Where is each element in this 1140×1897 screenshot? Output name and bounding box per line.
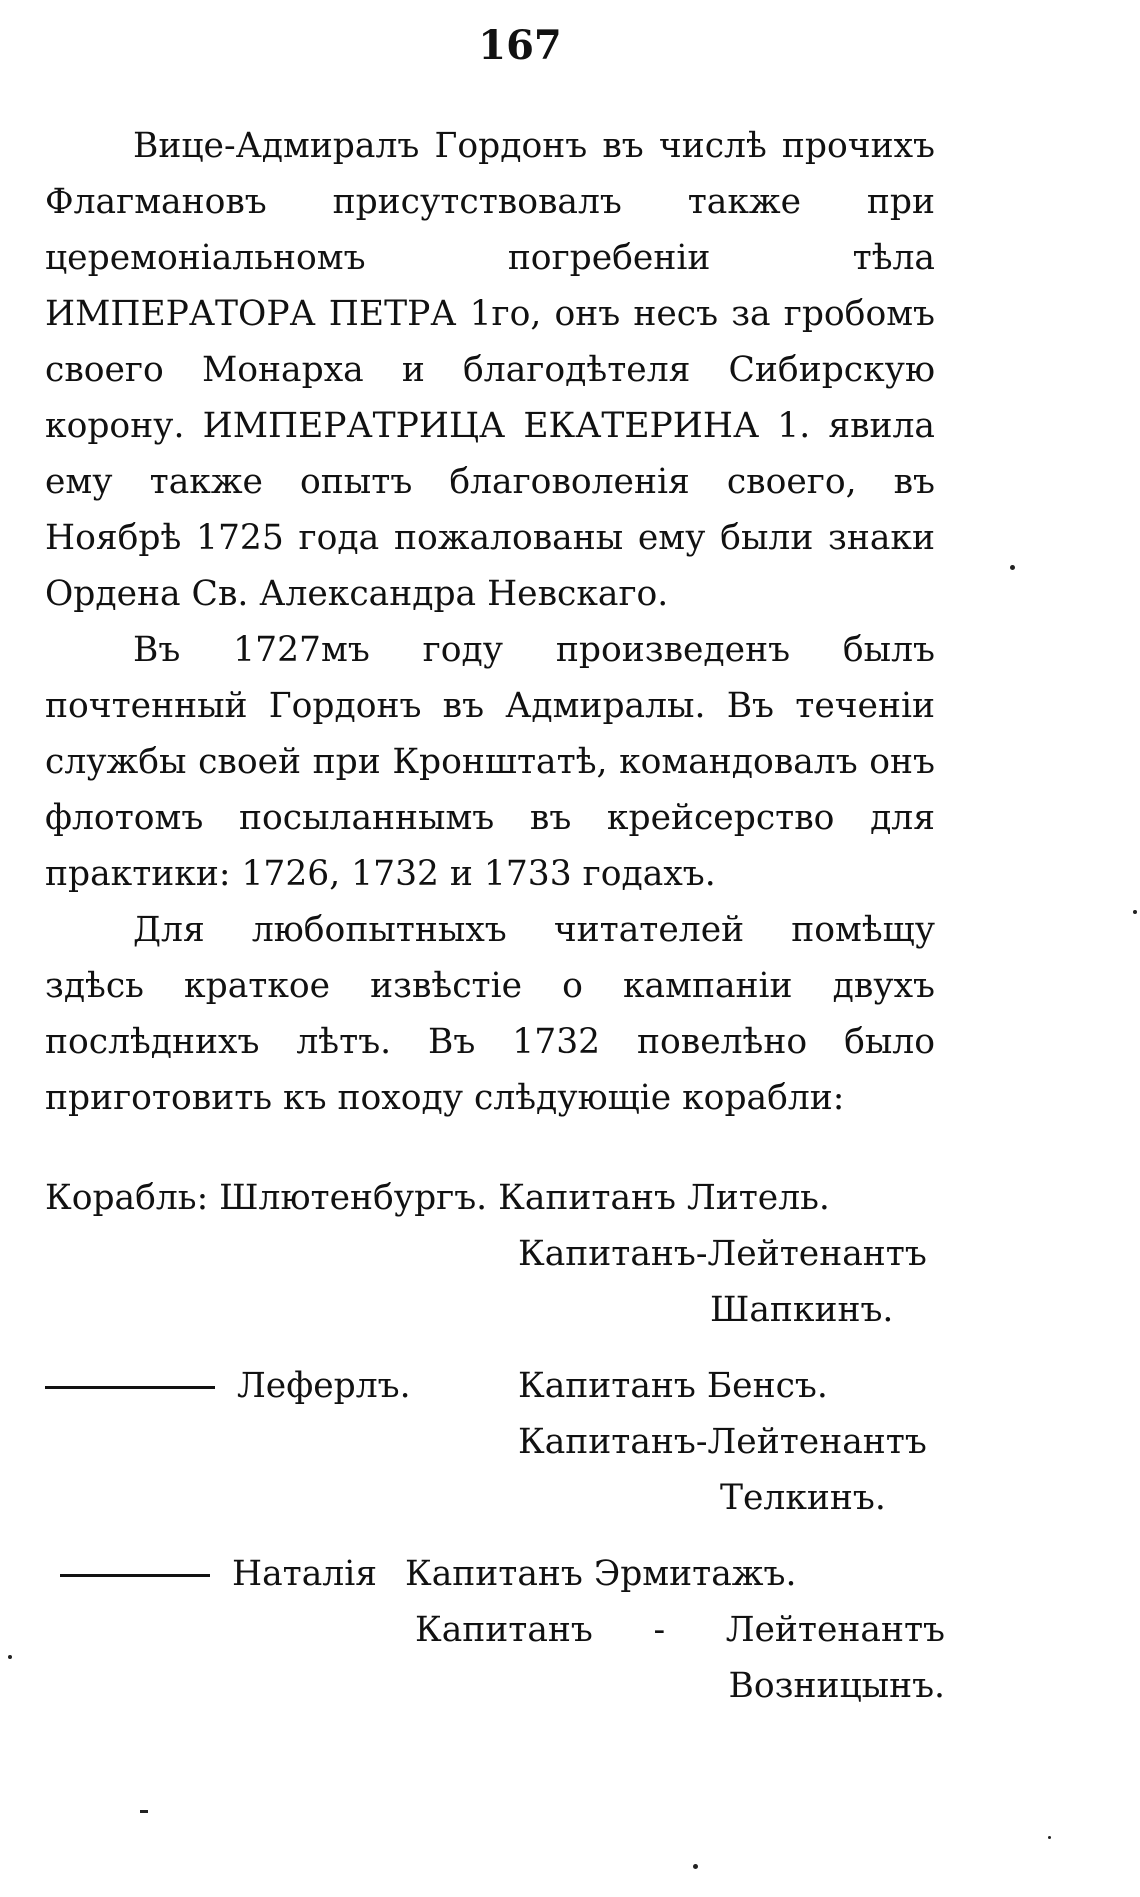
print-speck	[1133, 910, 1137, 914]
ship1-line: Корабль: Шлютенбургъ. Капитанъ Литель.	[45, 1178, 830, 1218]
print-speck	[8, 1655, 12, 1659]
dash-divider	[60, 1574, 210, 1577]
ship3-name: Наталія	[232, 1554, 378, 1594]
ship2-line	[45, 1358, 411, 1414]
ship2-lt-name: Телкинъ.	[720, 1478, 886, 1518]
print-speck	[1048, 1836, 1051, 1839]
page-number: 167	[478, 22, 562, 69]
print-speck	[1010, 565, 1015, 570]
paragraph-1: Вице-Адмиралъ Гордонъ въ числѣ прочихъ Флагмановъ присутствовалъ также при церемоніальномъ погребеніи тѣла ИМПЕРАТОРА ПЕТРА 1го, онъ несъ за гробомъ своего Монарха и благодѣтеля Сибирскую корону. ИМПЕРАТРИЦА ЕКАТЕРИНА 1. явила ему также опытъ благоволенія своего, въ Ноябрѣ 1725 года пожалованы ему были знаки Ордена Св. Александра Невскаго.	[45, 126, 935, 614]
dash-divider	[45, 1386, 215, 1389]
ship3-line	[60, 1546, 377, 1602]
ship2-lt-title: Капитанъ-Лейтенантъ	[518, 1422, 927, 1462]
print-speck	[693, 1864, 698, 1869]
ship3-lt-title: Капитанъ - Лейтенантъ Возницынъ.	[415, 1610, 945, 1706]
ship3-captain: Капитанъ Эрмитажъ.	[405, 1554, 797, 1594]
ship2-name: Леферлъ.	[237, 1366, 411, 1406]
body-text	[45, 118, 935, 1126]
ship1-lt-title: Капитанъ-Лейтенантъ	[518, 1234, 927, 1274]
paragraph-2: Въ 1727мъ году произведенъ былъ почтенный Гордонъ въ Адмиралы. Въ теченіи службы своей при Кронштатѣ, командовалъ онъ флотомъ посыланнымъ въ крейсерство для практики: 1726, 1732 и 1733 годахъ.	[45, 630, 935, 894]
ship2-captain: Капитанъ Бенсъ.	[518, 1366, 828, 1406]
paragraph-3: Для любопытныхъ читателей помѣщу здѣсь краткое извѣстіе о кампаніи двухъ послѣднихъ лѣтъ. Въ 1732 повелѣно было приготовить къ походу слѣдующіе корабли:	[45, 910, 935, 1118]
ship1-lt-name: Шапкинъ.	[710, 1290, 894, 1330]
print-speck	[140, 1810, 148, 1813]
